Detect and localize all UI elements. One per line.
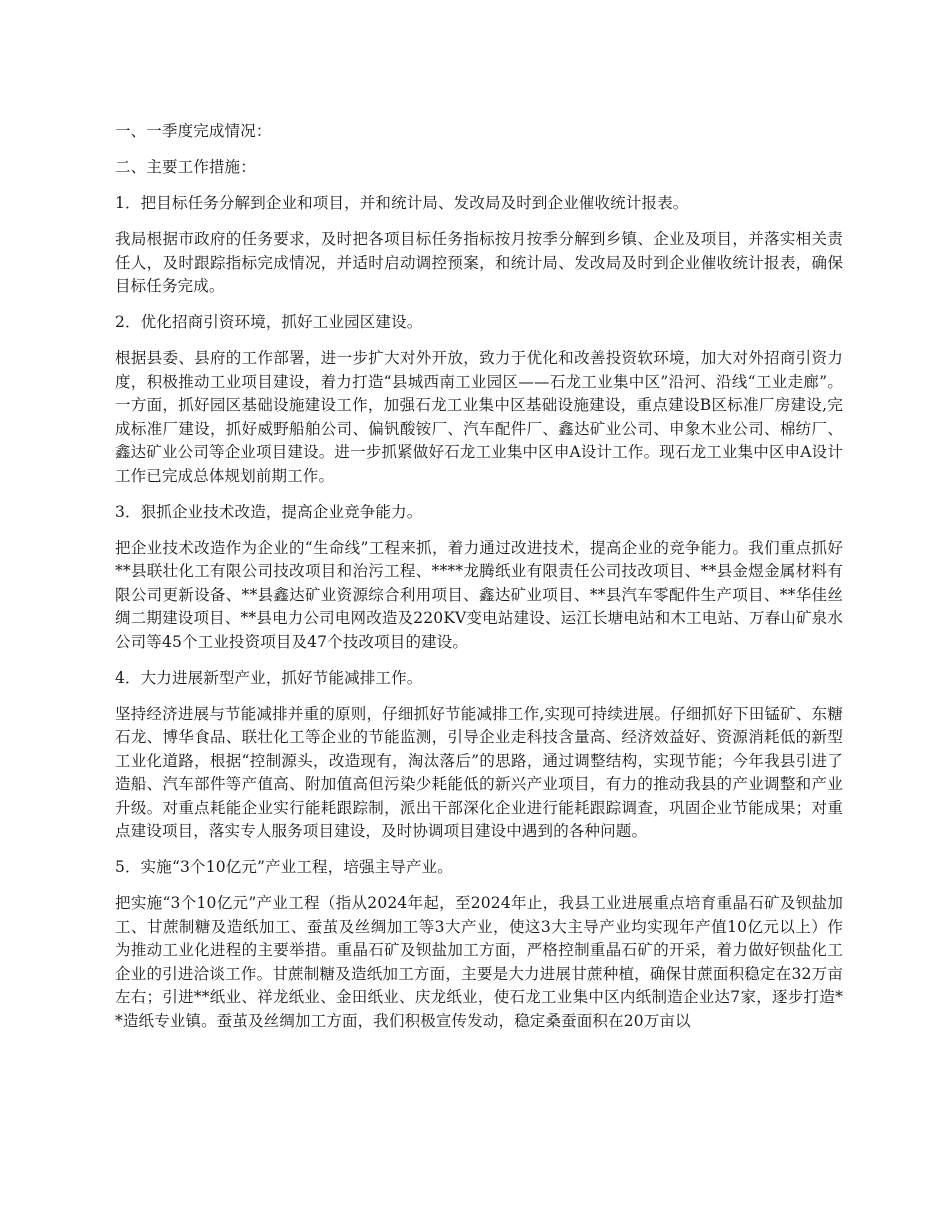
paragraph-3: 把企业技术改造作为企业的“生命线”工程来抓，着力通过改进技术，提高企业的竞争能力。我们重点抓好**县联壮化工有限公司技改项目和治污工程、****龙腾纸业有限责任公司技改项目、**县金煜金属材料有限公司更新设备、**县鑫达矿业资源综合利用项目、鑫达矿业项目、**县汽车零配件生产项目、**华佳丝绸二期建设项目、**县电力公司电网改造及220KV变电站建设、运江长塘电站和木工电站、万春山矿泉水公司等45个工业投资项目及47个技改项目的建设。 — [115, 538, 843, 651]
document-body — [115, 120, 843, 1046]
section-heading-1: 一、一季度完成情况： — [115, 122, 272, 140]
item-heading-3: 3．狠抓企业技术改造，提高企业竞争能力。 — [115, 502, 423, 521]
paragraph-2: 根据县委、县府的工作部署，进一步扩大对外开放，致力于优化和改善投资软环境，加大对外招商引资力度，积极推动工业项目建设，着力打造“县城西南工业园区——石龙工业集中区”沿河、沿线“工业走廊”。一方面，抓好园区基础设施建设工作，加强石龙工业集中区基础设施建设，重点建设B区标准厂房建设,完成标准厂建设，抓好威野船舶公司、偏钒酸铵厂、汽车配件厂、鑫达矿业公司、申象木业公司、棉纺厂、鑫达矿业公司等企业项目建设。进一步抓紧做好石龙工业集中区申A设计工作。现石龙工业集中区申A设计工作已完成总体规划前期工作。 — [115, 349, 843, 485]
item-heading-5: 5．实施“3个10亿元”产业工程，培强主导产业。 — [115, 858, 453, 876]
paragraph-4: 坚持经济进展与节能减排并重的原则，仔细抓好节能减排工作,实现可持续进展。仔细抓好下田锰矿、东糖石龙、博华食品、联壮化工等企业的节能监测，引导企业走科技含量高、经济效益好、资源消耗低的新型工业化道路，根据“控制源头，改造现有，淘汰落后”的思路，通过调整结构，实现节能；今年我县引进了造船、汽车部件等产值高、附加值高但污染少耗能低的新兴产业项目，有力的推动我县的产业调整和产业升级。对重点耗能企业实行能耗跟踪制，派出干部深化企业进行能耗跟踪调查，巩固企业节能成果；对重点建设项目，落实专人服务项目建设，及时协调项目建设中遇到的各种问题。 — [115, 704, 843, 840]
item-heading-2: 2．优化招商引资环境，抓好工业园区建设。 — [115, 313, 423, 331]
item-heading-4: 4．大力进展新型产业，抓好节能减排工作。 — [115, 668, 423, 687]
item-heading-1: 1．把目标任务分解到企业和项目，并和统计局、发改局及时到企业催收统计报表。 — [115, 194, 689, 212]
section-heading-2: 二、主要工作措施： — [115, 158, 256, 176]
paragraph-5: 把实施“3个10亿元”产业工程（指从2024年起，至2024年止，我县工业进展重点培育重晶石矿及钡盐加工、甘蔗制糖及造纸加工、蚕茧及丝绸加工等3大产业，使这3大主导产业均实现年产值10亿元以上）作为推动工业化进程的主要举措。重晶石矿及钡盐加工方面，严格控制重晶石矿的开采，着力做好钡盐化工企业的引进洽谈工作。甘蔗制糖及造纸加工方面，主要是大力进展甘蔗种植，确保甘蔗面积稳定在32万亩左右；引进**纸业、祥龙纸业、金田纸业、庆龙纸业，使石龙工业集中区内纸制造企业达7家，逐步打造**造纸专业镇。蚕茧及丝绸加工方面，我们积极宣传发动，稳定桑蚕面积在20万亩以 — [115, 894, 843, 1030]
paragraph-1: 我局根据市政府的任务要求，及时把各项目标任务指标按月按季分解到乡镇、企业及项目，并落实相关责任人，及时跟踪指标完成情况，并适时启动调控预案，和统计局、发改局及时到企业催收统计报表，确保目标任务完成。 — [115, 230, 843, 295]
